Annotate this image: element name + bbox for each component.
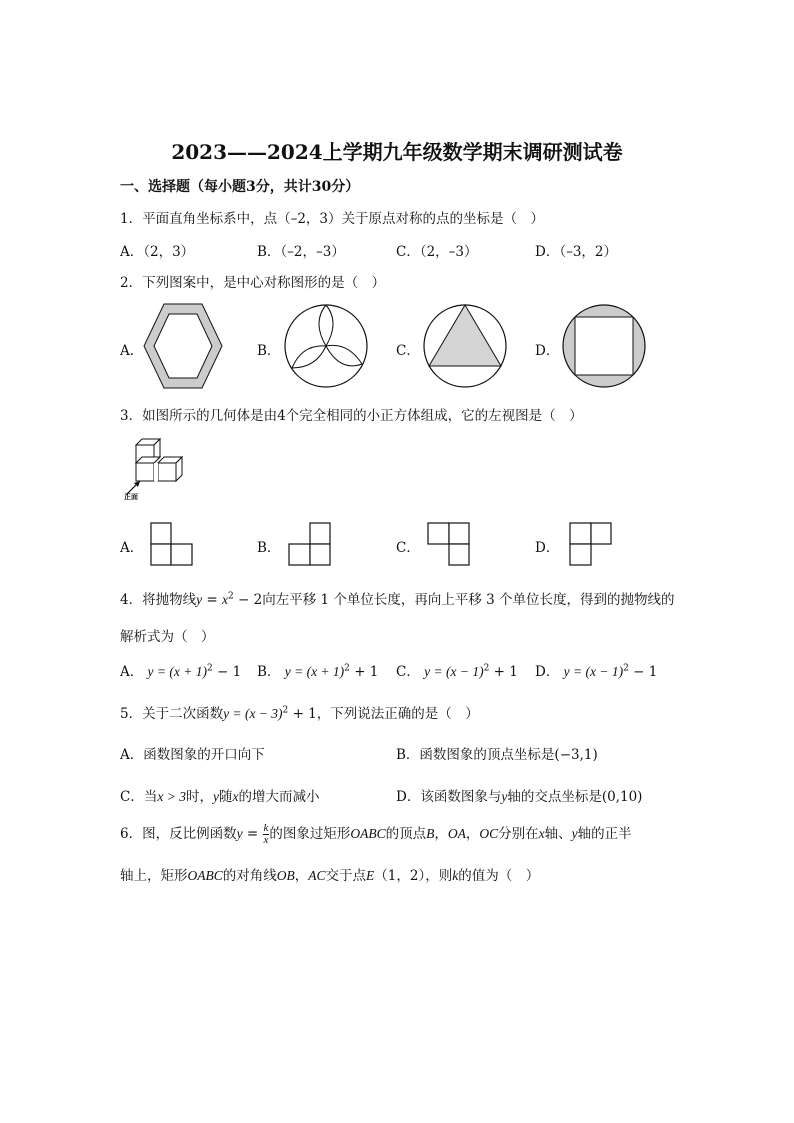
q2-option-c-label: C．	[396, 343, 420, 359]
q4-option-a: A． $y = (x + 1)^2 - 1$	[120, 663, 242, 680]
q1-option-c: C．（2，–3）	[396, 244, 478, 260]
question-4-stem: 4．将抛物线$y = x^2 - 2$向左平移 1 个单位长度，再向上平移 3 个单位长度，得到的抛物线的	[120, 591, 675, 608]
q5-option-d: D．该函数图象与y轴的交点坐标是(0,10)	[396, 789, 643, 805]
q5-option-c: C．当x > 3时，y随x的增大而减小	[120, 789, 320, 805]
q2-option-b-label: B．	[257, 343, 281, 359]
q4-option-b: B． $y = (x + 1)^2 + 1$	[257, 663, 379, 680]
triangle-circle-figure	[421, 302, 509, 390]
view-a-figure	[150, 522, 194, 566]
square-circle-figure	[560, 302, 648, 390]
q1-option-d: D．（–3，2）	[535, 244, 618, 260]
question-4-stem-line2: 解析式为（ ）	[120, 629, 215, 645]
q5-option-b: B．函数图象的顶点坐标是(−3,1)	[396, 747, 598, 763]
view-b-figure	[288, 522, 332, 566]
q4-option-c: C． $y = (x - 1)^2 + 1$	[396, 663, 518, 680]
q1-option-a: A．（2，3）	[120, 244, 195, 260]
question-2-stem: 2．下列图案中，是中心对称图形的是（ ）	[120, 275, 386, 291]
question-5-stem: 5．关于二次函数$y = (x - 3)^2 + 1$，下列说法正确的是（ ）	[120, 705, 479, 722]
question-1-stem: 1．平面直角坐标系中，点（–2，3）关于原点对称的点的坐标是（ ）	[120, 211, 545, 227]
q2-option-d-label: D．	[535, 343, 560, 359]
q3-option-b-label: B．	[257, 540, 281, 556]
q5-option-a: A．函数图象的开口向下	[120, 747, 265, 763]
question-6-stem: 6．图，反比例函数y = $\frac{k}{x}$ 的图象过矩形OABC的顶点B，OA，OC分别在x轴、y轴的正半	[120, 822, 632, 846]
q3-option-c-label: C．	[396, 540, 420, 556]
front-view-label: 正面	[124, 492, 138, 501]
circle-arcs-figure	[282, 302, 370, 390]
section-heading: 一、选择题（每小题3分，共计30分）	[120, 179, 360, 195]
q3-option-d-label: D．	[535, 540, 560, 556]
view-d-figure	[569, 522, 613, 566]
q2-option-a-label: A．	[120, 343, 144, 359]
question-3-stem: 3．如图所示的几何体是由4个完全相同的小正方体组成，它的左视图是（ ）	[120, 408, 583, 424]
q3-option-a-label: A．	[120, 540, 144, 556]
page-title: 2023——2024上学期九年级数学期末调研测试卷	[171, 140, 623, 164]
q4-option-d: D． $y = (x - 1)^2 - 1$	[535, 663, 658, 680]
question-6-stem-line2: 轴上，矩形OABC的对角线OB，AC交于点E（1，2），则k的值为（ ）	[120, 868, 540, 884]
fraction-k-over-x: $\frac{k}{x}$	[263, 822, 269, 846]
q1-option-b: B．（–2，–3）	[257, 244, 345, 260]
view-c-figure	[427, 522, 471, 566]
hexagon-figure	[142, 302, 224, 390]
